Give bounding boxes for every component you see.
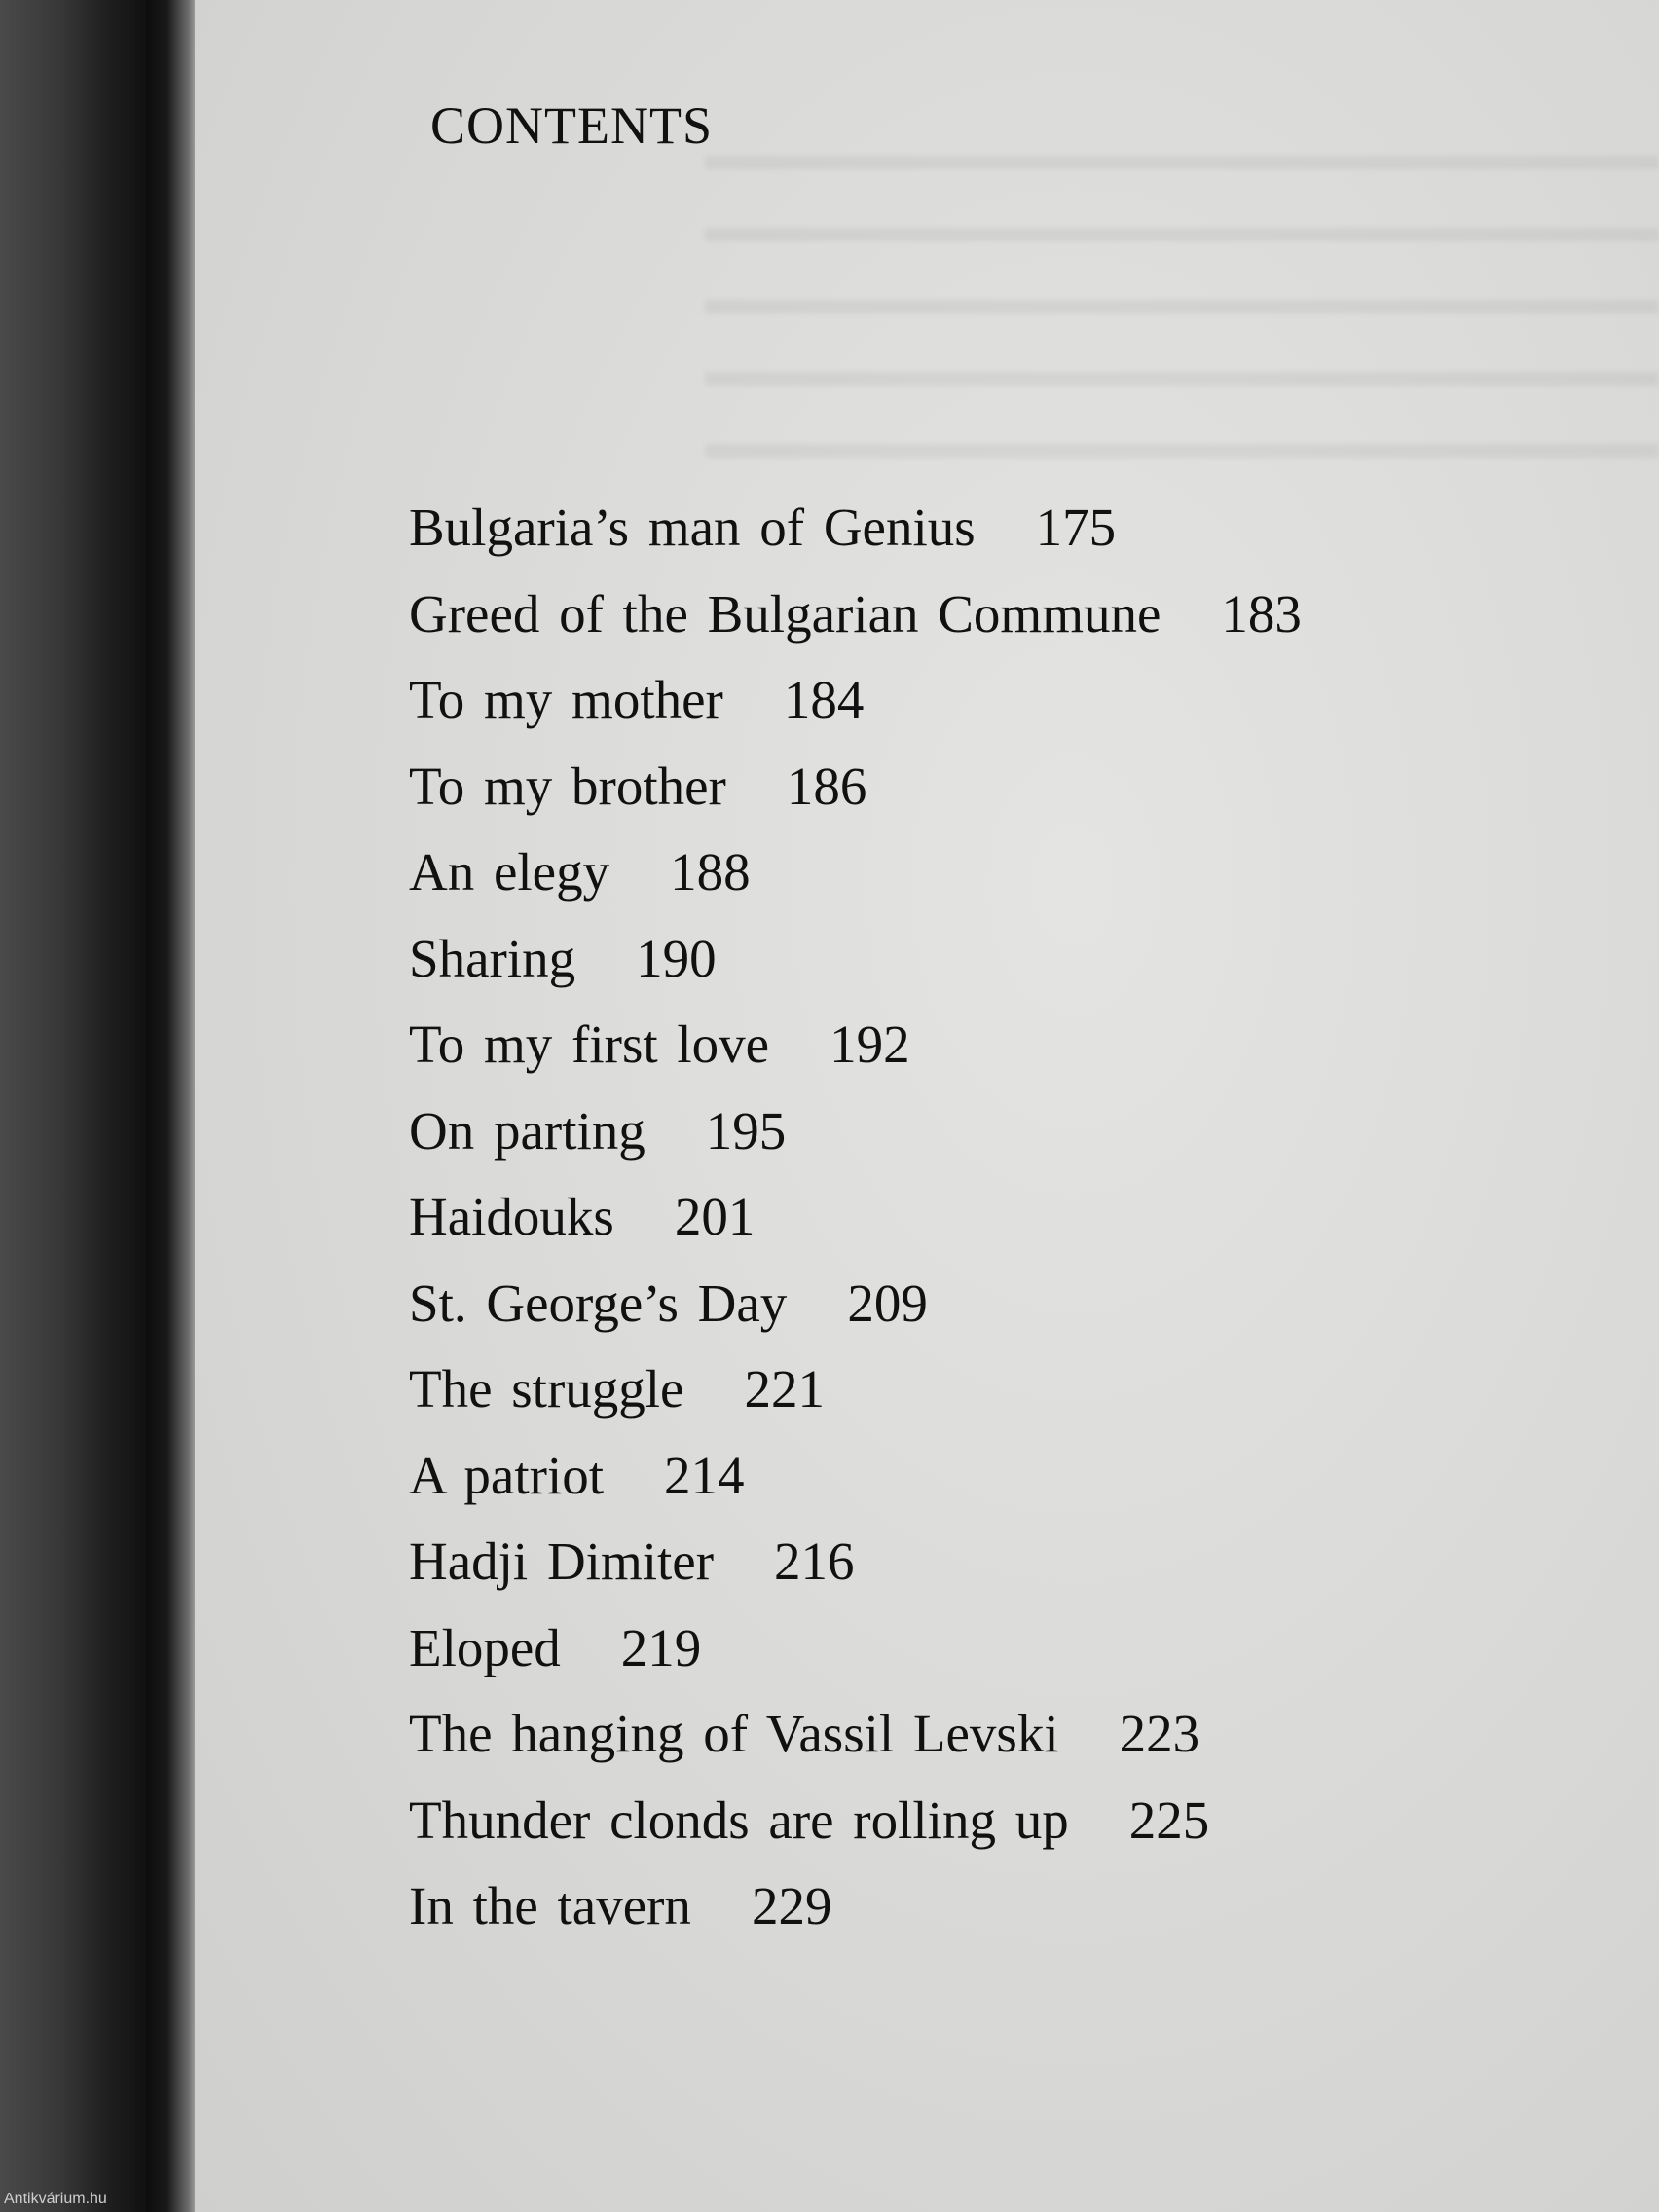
entry-title: To my brother xyxy=(409,756,726,816)
entry-title: The hanging of Vassil Levski xyxy=(409,1704,1059,1763)
entry-page: 216 xyxy=(774,1531,855,1591)
entry-page: 175 xyxy=(1035,498,1117,557)
entry-page: 184 xyxy=(783,670,865,729)
entry-page: 221 xyxy=(744,1359,825,1419)
entry-title: Sharing xyxy=(409,928,576,988)
book-spine-shadow xyxy=(0,0,146,2212)
entry-page: 229 xyxy=(751,1876,832,1936)
toc-entry xyxy=(409,1863,1302,1950)
entry-page: 223 xyxy=(1119,1704,1200,1763)
entry-title: The struggle xyxy=(409,1359,684,1419)
entry-title: To my first love xyxy=(409,1014,770,1074)
toc-entry xyxy=(409,1778,1302,1864)
toc-entry xyxy=(409,1174,1302,1261)
entry-title: Greed of the Bulgarian Commune xyxy=(409,583,1161,644)
entry-page: 201 xyxy=(674,1187,756,1246)
entry-title: In the tavern xyxy=(409,1876,691,1936)
toc-entry xyxy=(409,571,1302,658)
entry-page: 188 xyxy=(670,842,751,902)
entry-title: Hadji Dimiter xyxy=(409,1531,715,1591)
entry-title: St. George’s Day xyxy=(409,1272,788,1333)
show-through-text xyxy=(705,117,1659,477)
watermark: Antikvárium.hu xyxy=(4,2191,107,2207)
toc-entry xyxy=(409,1519,1302,1605)
entry-title: Bulgaria’s man of Genius xyxy=(409,498,976,557)
entry-page: 219 xyxy=(620,1617,702,1677)
entry-title: Eloped xyxy=(409,1617,561,1677)
toc-entry xyxy=(409,744,1302,830)
entry-title: An elegy xyxy=(409,842,610,902)
toc-entry xyxy=(409,1433,1302,1520)
entry-title: Haidouks xyxy=(409,1187,614,1246)
entry-page: 186 xyxy=(786,756,867,816)
toc-entry xyxy=(409,830,1302,916)
entry-page: 214 xyxy=(664,1445,745,1505)
toc-entry xyxy=(409,1691,1302,1778)
entry-page: 225 xyxy=(1128,1789,1210,1850)
toc-entry xyxy=(409,1002,1302,1088)
toc-entry xyxy=(409,1088,1302,1175)
entry-title: Thunder clonds are rolling up xyxy=(409,1789,1069,1850)
entry-page: 192 xyxy=(830,1014,910,1074)
page-edge xyxy=(146,0,200,2212)
toc-entry xyxy=(409,657,1302,744)
entry-page: 209 xyxy=(847,1272,928,1333)
entry-title: To my mother xyxy=(409,670,723,729)
entry-title: On parting xyxy=(409,1100,645,1161)
contents-heading: CONTENTS xyxy=(430,96,713,155)
entry-page: 195 xyxy=(705,1100,787,1161)
toc-entry xyxy=(409,485,1302,571)
toc-entry xyxy=(409,1605,1302,1692)
toc-entry xyxy=(409,1261,1302,1347)
entry-page: 183 xyxy=(1221,583,1302,644)
toc-entry xyxy=(409,1346,1302,1433)
toc-entry xyxy=(409,916,1302,1003)
entry-page: 190 xyxy=(636,928,717,988)
contents-list xyxy=(409,485,1302,1950)
entry-title: A patriot xyxy=(409,1445,605,1505)
